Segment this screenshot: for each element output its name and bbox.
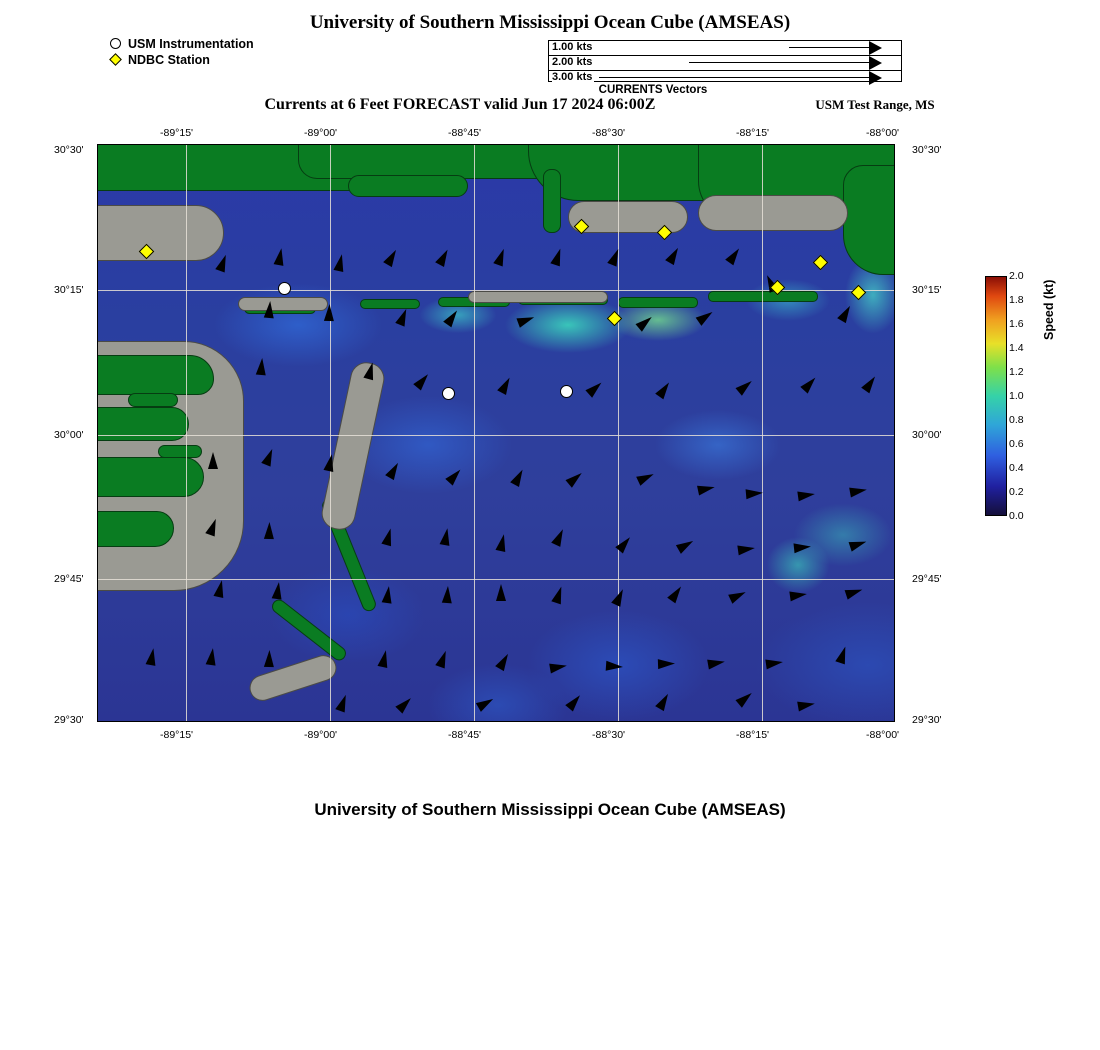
- gridline-lon-8830: [618, 145, 619, 721]
- legend-label-usm: USM Instrumentation: [128, 36, 254, 51]
- axis-label-bottom-x-1: -89°15': [160, 729, 194, 741]
- current-vector: [208, 452, 218, 469]
- colorbar: [985, 270, 1024, 522]
- axis-label-right-y-2: 30°15': [912, 284, 942, 296]
- station-marker-usm[interactable]: [278, 282, 291, 295]
- vector-key-arrowhead-2: [869, 56, 882, 70]
- vector-key-caption: CURRENTS Vectors: [598, 84, 708, 96]
- axis-label-right-y-4: 29°45': [912, 573, 942, 585]
- current-vector: [793, 542, 811, 554]
- colorbar-tick-0-4: 0.4: [1009, 462, 1024, 474]
- region-label: USM Test Range, MS: [815, 97, 935, 112]
- shoal-horn-island: [468, 291, 608, 303]
- land-delta-north: [97, 355, 214, 395]
- colorbar-tick-1-0: 1.0: [1009, 390, 1024, 402]
- vector-key-label-3: 3.00 kts: [552, 71, 593, 83]
- vector-key-arrowhead-1: [869, 41, 882, 55]
- legend-label-ndbc: NDBC Station: [128, 52, 210, 67]
- colorbar-tick-0-2: 0.2: [1009, 486, 1024, 498]
- gridline-lon-8845: [474, 145, 475, 721]
- island-petit-bois: [618, 297, 698, 308]
- land-delta-lower: [97, 511, 174, 547]
- legend-item-usm: [108, 36, 254, 51]
- vector-key-label-2: 2.00 kts: [552, 56, 593, 68]
- colorbar-tick-1-4: 1.4: [1009, 342, 1024, 354]
- vector-scale-key: [548, 40, 902, 82]
- axis-label-bottom-x-3: -88°45': [448, 729, 482, 741]
- vector-key-row-3: [549, 71, 901, 85]
- colorbar-tick-0-8: 0.8: [1009, 414, 1024, 426]
- current-vector: [264, 650, 275, 667]
- land-delta-islet-1: [128, 393, 178, 407]
- current-vector: [256, 358, 267, 376]
- vector-key-line-1: [789, 47, 869, 48]
- colorbar-tick-1-6: 1.6: [1009, 318, 1024, 330]
- shoal-cat-island: [238, 297, 328, 311]
- island-ship: [360, 299, 420, 309]
- current-vector: [442, 586, 453, 604]
- axis-label-left-y-1: 30°30': [54, 144, 84, 156]
- axis-label-left-y-5: 29°30': [54, 714, 84, 726]
- vector-key-arrowhead-3: [869, 71, 882, 85]
- station-marker-usm[interactable]: [560, 385, 573, 398]
- colorbar-tick-2-0: 2.0: [1009, 270, 1024, 282]
- gridline-lon-8900: [330, 145, 331, 721]
- land-delta-islet-2: [158, 445, 202, 458]
- station-marker-usm[interactable]: [442, 387, 455, 400]
- diamond-marker-icon: [108, 53, 126, 67]
- vector-key-label-1: 1.00 kts: [552, 41, 593, 53]
- axis-label-right-y-5: 29°30': [912, 714, 942, 726]
- vector-key-line-3: [599, 77, 869, 78]
- colorbar-tick-0-0: 0.0: [1009, 510, 1024, 522]
- circle-marker-icon: [108, 37, 126, 51]
- axis-label-right-y-3: 30°00': [912, 429, 942, 441]
- gridline-lat-3000: [98, 435, 894, 436]
- axis-label-bottom-x-5: -88°15': [736, 729, 770, 741]
- axis-label-top-x-6: -88°00': [866, 127, 900, 139]
- island-dauphin: [708, 291, 818, 302]
- colorbar-tick-1-2: 1.2: [1009, 366, 1024, 378]
- land-delta-south: [97, 457, 204, 497]
- axis-label-bottom-x-6: -88°00': [866, 729, 900, 741]
- current-vector: [606, 661, 624, 672]
- colorbar-title: Speed (kt): [1042, 279, 1056, 340]
- colorbar-tick-0-6: 0.6: [1009, 438, 1024, 450]
- colorbar-tick-1-8: 1.8: [1009, 294, 1024, 306]
- axis-label-right-y-1: 30°30': [912, 144, 942, 156]
- current-vector: [496, 584, 506, 601]
- legend-item-ndbc: [108, 52, 254, 67]
- land-river-spit: [543, 169, 561, 233]
- map-canvas[interactable]: [97, 144, 895, 722]
- gridline-lon-8915: [186, 145, 187, 721]
- land-bay-peninsula: [348, 175, 468, 197]
- axis-label-bottom-x-2: -89°00': [304, 729, 338, 741]
- vector-key-row-1: [549, 41, 901, 56]
- axis-label-left-y-4: 29°45': [54, 573, 84, 585]
- axis-label-bottom-x-4: -88°30': [592, 729, 626, 741]
- axis-label-top-x-1: -89°15': [160, 127, 194, 139]
- axis-label-left-y-3: 30°00': [54, 429, 84, 441]
- land-mobile-point: [843, 165, 895, 275]
- axis-label-top-x-3: -88°45': [448, 127, 482, 139]
- axis-label-left-y-2: 30°15': [54, 284, 84, 296]
- current-vector: [324, 304, 335, 321]
- footer-title: University of Southern Mississippi Ocean Cube (AMSEAS): [314, 800, 786, 819]
- current-vector: [264, 522, 275, 539]
- current-vector: [746, 488, 764, 499]
- map-legend: [108, 36, 254, 68]
- axis-label-top-x-4: -88°30': [592, 127, 626, 139]
- current-vector: [658, 659, 675, 670]
- axis-label-top-x-5: -88°15': [736, 127, 770, 139]
- colorbar-gradient: [985, 276, 1007, 516]
- map-subtitle: Currents at 6 Feet FORECAST valid Jun 17 2024 06:00Z: [264, 96, 656, 113]
- shoal-west-delta: [97, 205, 224, 261]
- axis-label-top-x-2: -89°00': [304, 127, 338, 139]
- current-vector: [264, 301, 275, 319]
- gridline-lon-8815: [762, 145, 763, 721]
- vector-key-line-2: [689, 62, 869, 63]
- page-title: University of Southern Mississippi Ocean Cube (AMSEAS): [309, 12, 791, 33]
- shoal-north-east: [698, 195, 848, 231]
- vector-key-row-2: [549, 56, 901, 71]
